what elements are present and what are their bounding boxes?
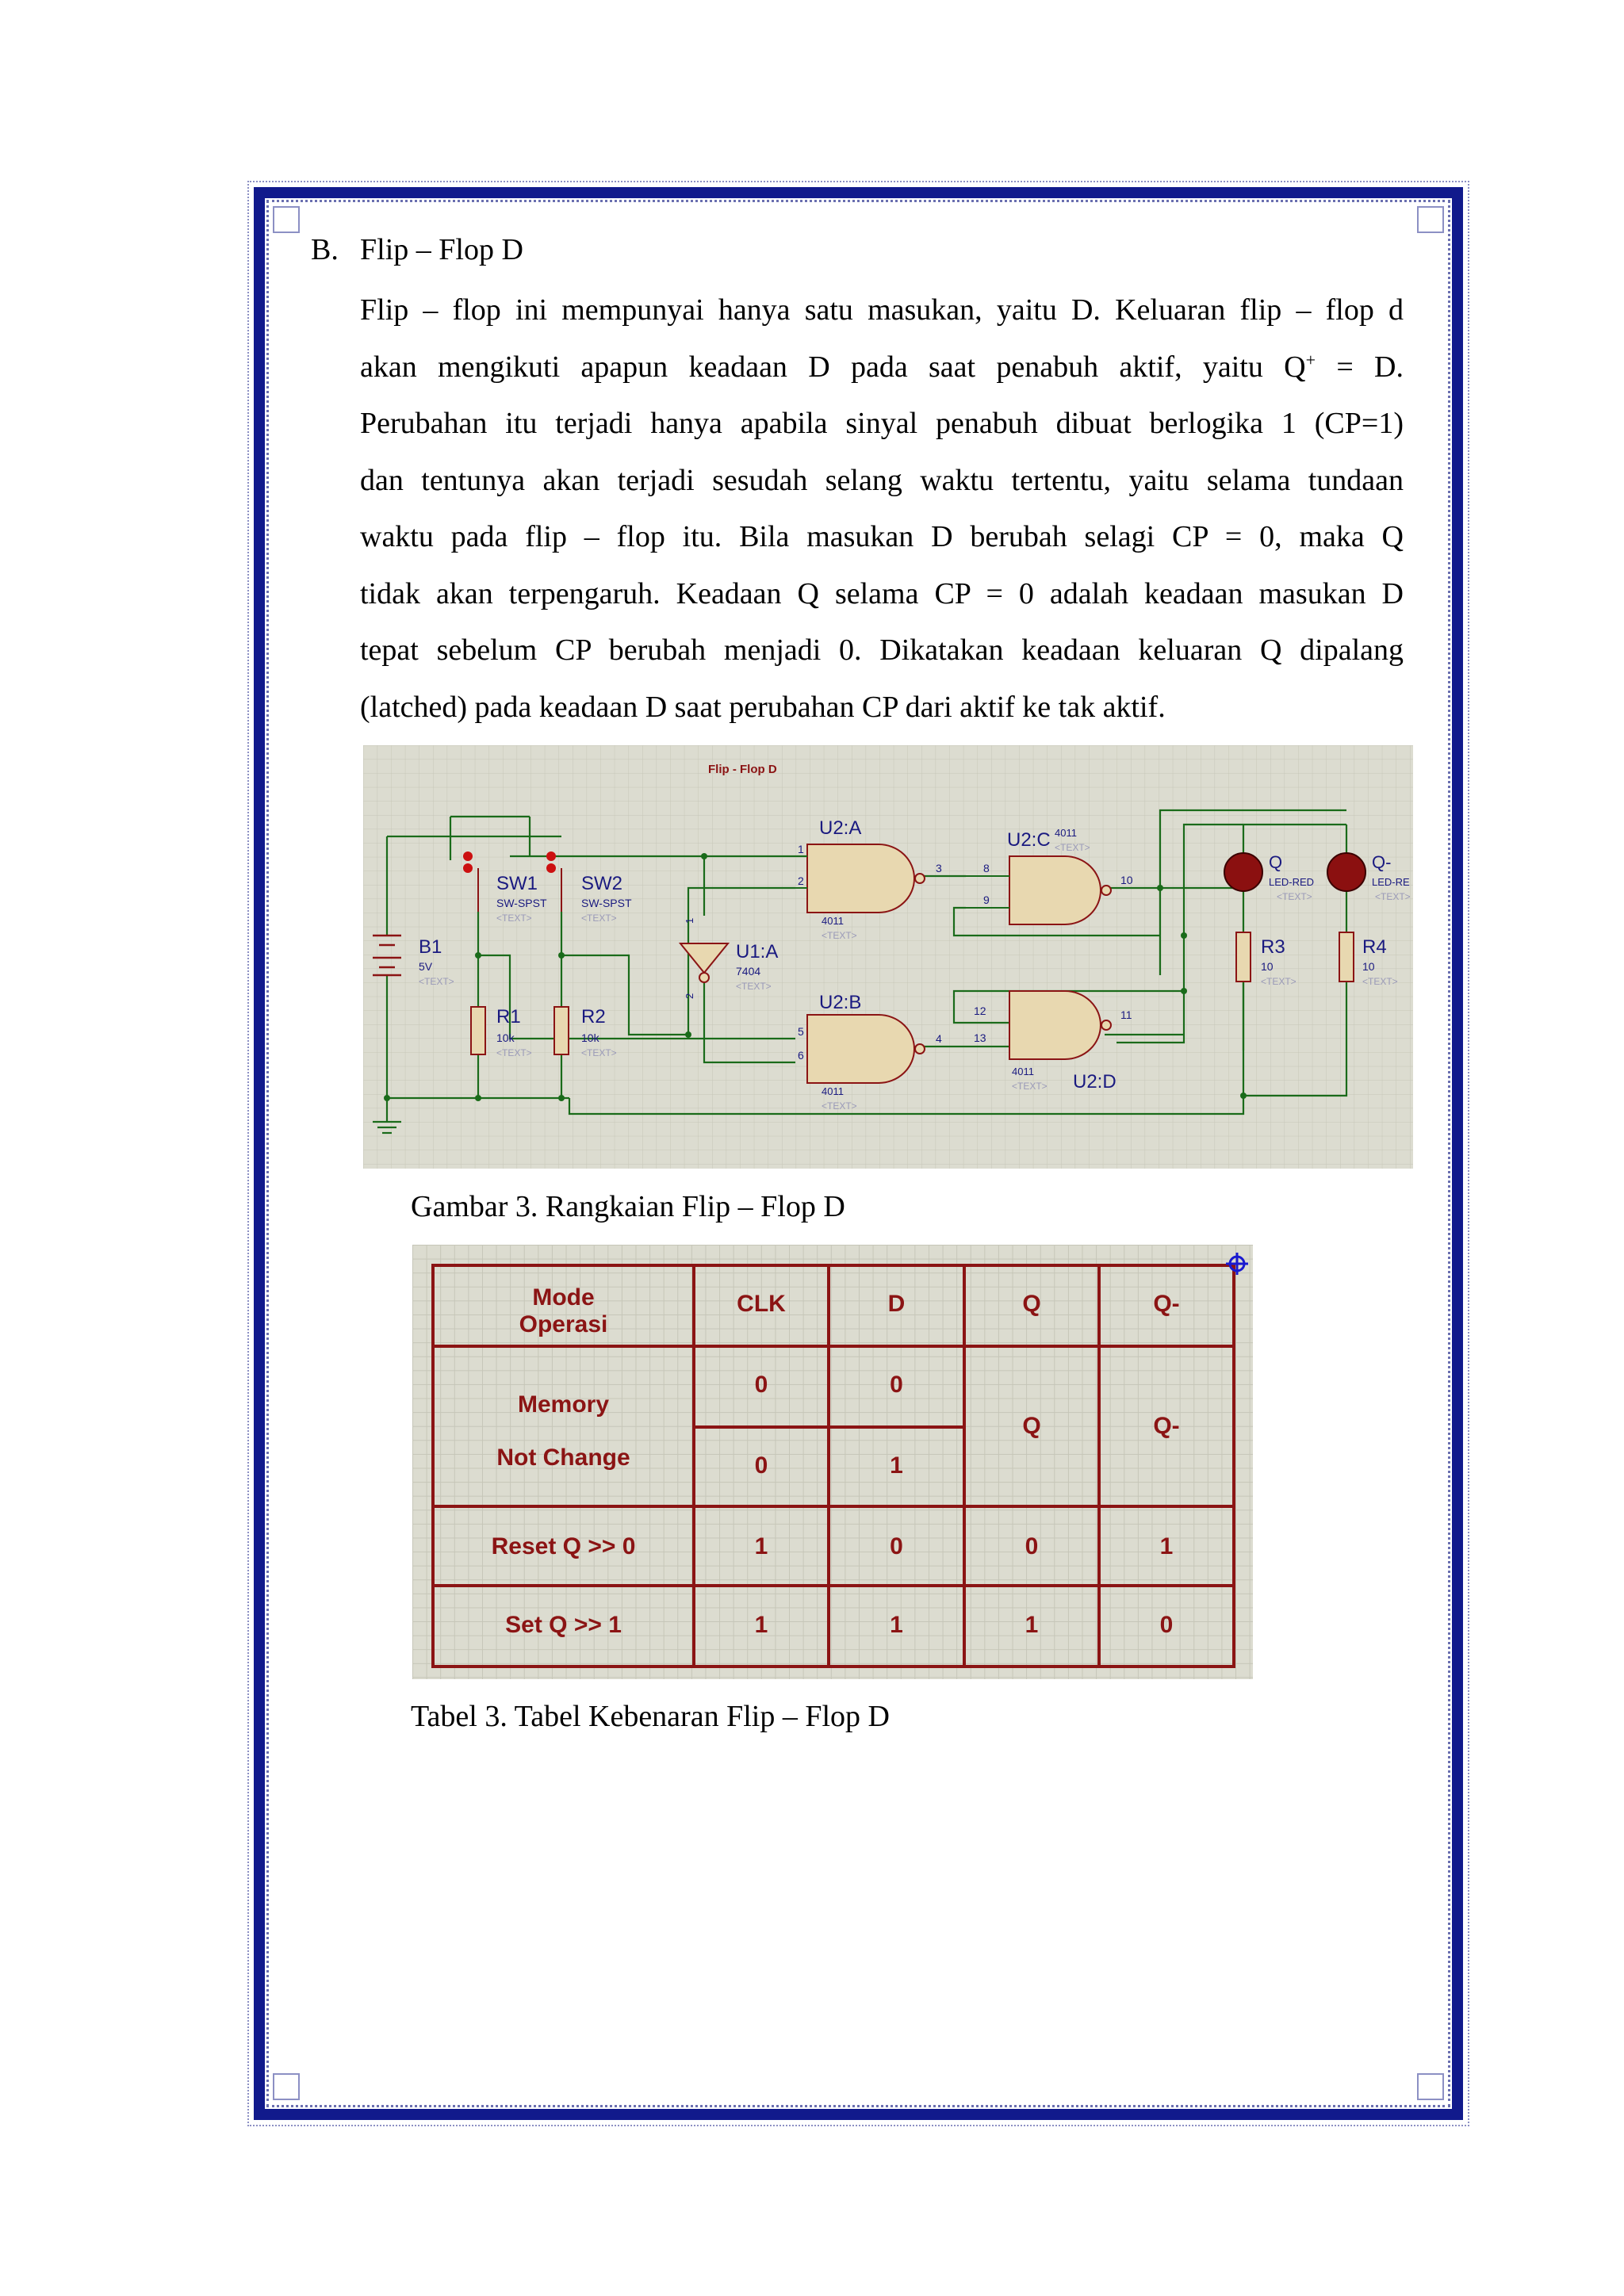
svg-text:<TEXT>: <TEXT> <box>496 1047 532 1058</box>
svg-text:<TEXT>: <TEXT> <box>1012 1081 1048 1092</box>
svg-text:<TEXT>: <TEXT> <box>1261 976 1297 987</box>
paragraph-line: Flip – flop ini mempunyai hanya satu masukan, yaitu D. Keluaran flip – flop d <box>360 293 1404 327</box>
svg-text:R2: R2 <box>581 1006 606 1027</box>
svg-text:U1:A: U1:A <box>736 941 779 962</box>
svg-text:<TEXT>: <TEXT> <box>1362 976 1398 987</box>
svg-text:SW-SPST: SW-SPST <box>581 897 632 909</box>
section-heading <box>311 228 523 271</box>
header-q: Q <box>1022 1291 1041 1317</box>
svg-text:Q: Q <box>1269 852 1283 872</box>
cell-clk: 1 <box>754 1533 768 1559</box>
cell-d: 1 <box>890 1452 903 1479</box>
paragraph-line: (latched) pada keadaan D saat perubahan CP dari aktif ke tak aktif. <box>360 690 1166 724</box>
border-corner-top-left <box>273 206 300 233</box>
header-clk: CLK <box>737 1291 786 1317</box>
section-number: B. <box>311 233 339 266</box>
figure-caption: Gambar 3. Rangkaian Flip – Flop D <box>411 1190 845 1223</box>
svg-text:R1: R1 <box>496 1006 521 1027</box>
svg-text:Q-: Q- <box>1372 852 1392 872</box>
border-corner-bottom-right <box>1417 2073 1444 2100</box>
body-paragraph <box>360 282 1404 736</box>
svg-text:<TEXT>: <TEXT> <box>496 913 532 924</box>
cell-clk: 0 <box>754 1452 768 1479</box>
mode-memory-l2: Not Change <box>496 1445 630 1471</box>
svg-text:U2:A: U2:A <box>819 817 862 839</box>
svg-text:U2:D: U2:D <box>1073 1071 1116 1093</box>
svg-text:12: 12 <box>974 1004 986 1017</box>
svg-text:10: 10 <box>1261 960 1274 973</box>
truth-table <box>412 1245 1253 1679</box>
svg-text:<TEXT>: <TEXT> <box>1055 842 1090 853</box>
header-mode-l2: Operasi <box>519 1311 608 1337</box>
svg-text:10: 10 <box>1120 874 1133 886</box>
paragraph-line: akan mengikuti apapun keadaan D pada saat penabuh aktif, yaitu Q+ = D. <box>360 349 1404 384</box>
circuit-diagram <box>363 745 1413 1169</box>
cell-d: 0 <box>890 1372 903 1398</box>
border-corner-top-right <box>1417 206 1444 233</box>
svg-text:SW1: SW1 <box>496 873 538 894</box>
svg-text:3: 3 <box>936 862 942 874</box>
svg-text:<TEXT>: <TEXT> <box>736 981 772 992</box>
svg-text:<TEXT>: <TEXT> <box>419 976 454 987</box>
svg-text:2: 2 <box>684 993 695 999</box>
svg-text:LED-RE: LED-RE <box>1372 876 1410 888</box>
svg-text:R3: R3 <box>1261 936 1285 958</box>
cell-q: 0 <box>1025 1533 1039 1559</box>
svg-text:10k: 10k <box>581 1031 599 1044</box>
svg-text:SW2: SW2 <box>581 873 623 894</box>
svg-text:4011: 4011 <box>822 915 844 927</box>
svg-text:4011: 4011 <box>822 1085 844 1097</box>
svg-text:<TEXT>: <TEXT> <box>581 1047 617 1058</box>
mode-reset: Reset Q >> 0 <box>491 1533 636 1559</box>
svg-text:13: 13 <box>974 1031 986 1044</box>
cell-clk: 1 <box>754 1612 768 1638</box>
svg-text:<TEXT>: <TEXT> <box>581 913 617 924</box>
svg-text:6: 6 <box>798 1049 804 1062</box>
svg-text:10k: 10k <box>496 1031 515 1044</box>
svg-text:2: 2 <box>798 874 804 887</box>
cell-q: 1 <box>1025 1612 1039 1638</box>
svg-text:5V: 5V <box>419 960 433 973</box>
circuit-grid <box>363 745 1413 1169</box>
paragraph-line: tepat sebelum CP berubah menjadi 0. Dikatakan keadaan keluaran Q dipalang <box>360 633 1404 667</box>
svg-text:<TEXT>: <TEXT> <box>822 1100 857 1112</box>
circuit-title: Flip - Flop D <box>708 763 777 776</box>
paragraph-line: waktu pada flip – flop itu. Bila masukan D berubah selagi CP = 0, maka Q <box>360 520 1404 553</box>
mode-set: Set Q >> 1 <box>505 1612 622 1638</box>
svg-text:SW-SPST: SW-SPST <box>496 897 547 909</box>
paragraph-line: dan tentunya akan terjadi sesudah selang waktu tertentu, yaitu selama tundaan <box>360 463 1404 497</box>
header-mode-l1: Mode <box>532 1284 595 1311</box>
svg-text:4: 4 <box>936 1032 942 1045</box>
svg-text:8: 8 <box>983 862 990 874</box>
svg-text:R4: R4 <box>1362 936 1387 958</box>
crosshair-icon <box>1226 1253 1248 1275</box>
header-q-not: Q- <box>1153 1291 1180 1317</box>
border-corner-bottom-left <box>273 2073 300 2100</box>
svg-text:10: 10 <box>1362 960 1375 973</box>
cell-q-not: 0 <box>1159 1612 1174 1638</box>
svg-text:U2:B: U2:B <box>819 992 862 1013</box>
cell-clk: 0 <box>754 1372 768 1398</box>
superscript-plus: + <box>1305 349 1316 369</box>
svg-text:5: 5 <box>798 1025 804 1038</box>
svg-text:4011: 4011 <box>1055 827 1077 839</box>
svg-text:4011: 4011 <box>1012 1066 1034 1077</box>
cell-d: 0 <box>890 1533 903 1559</box>
svg-text:LED-RED: LED-RED <box>1269 876 1315 888</box>
svg-text:1: 1 <box>798 843 804 855</box>
svg-text:9: 9 <box>983 894 990 906</box>
svg-text:<TEXT>: <TEXT> <box>822 930 857 941</box>
paragraph-line: tidak akan terpengaruh. Keadaan Q selama CP = 0 adalah keadaan masukan D <box>360 576 1404 610</box>
svg-text:<TEXT>: <TEXT> <box>1277 891 1312 902</box>
cell-q-not: Q- <box>1153 1413 1180 1439</box>
svg-text:<TEXT>: <TEXT> <box>1375 891 1411 902</box>
svg-text:11: 11 <box>1120 1008 1132 1021</box>
paragraph-line: Perubahan itu terjadi hanya apabila sinyal penabuh dibuat berlogika 1 (CP=1) <box>360 407 1404 440</box>
svg-text:1: 1 <box>684 917 695 924</box>
header-d: D <box>887 1291 906 1317</box>
svg-text:7404: 7404 <box>736 965 761 978</box>
svg-text:U2:C: U2:C <box>1007 829 1051 851</box>
mode-memory-l1: Memory <box>517 1391 610 1418</box>
cell-d: 1 <box>890 1612 903 1638</box>
cell-q: Q <box>1022 1413 1041 1439</box>
table-caption: Tabel 3. Tabel Kebenaran Flip – Flop D <box>411 1700 890 1733</box>
svg-text:B1: B1 <box>419 936 442 958</box>
section-title: Flip – Flop D <box>360 233 523 266</box>
cell-q-not: 1 <box>1159 1533 1174 1559</box>
